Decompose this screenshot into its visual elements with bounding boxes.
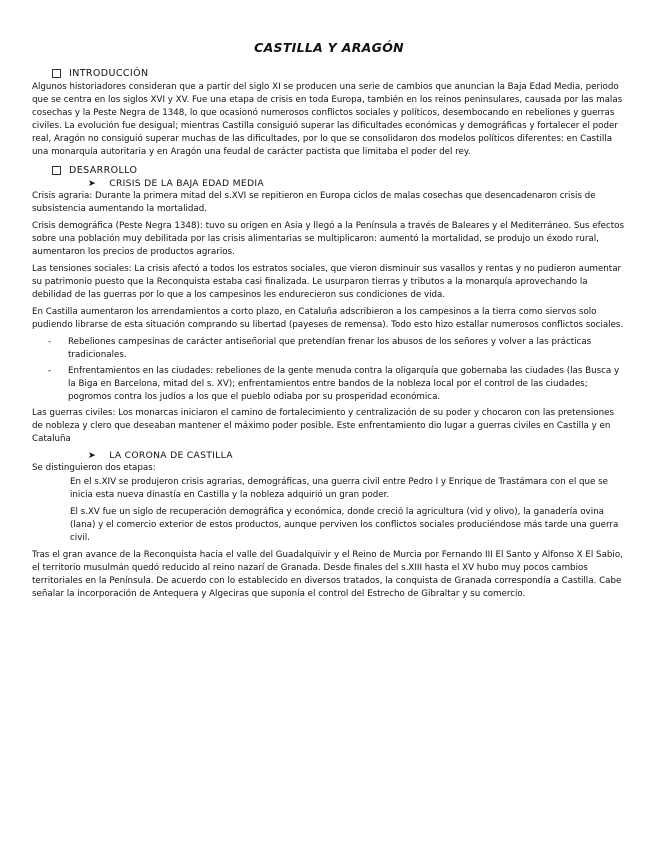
intro-paragraph: Algunos historiadores consideran que a partir del siglo XI se producen una serie de cambios que anuncian la Baja Edad Media, periodo que se centra en los siglos XVI y XV. Fue una etapa de crisis en toda Europa, también en los reinos peninsulares, causada por las malas cosechas y la Peste Negra de 1348, lo que ocasionó numerosos conflictos sociales y políticos, desembocando en rebeliones y guerras civiles. La evolución fue desigual; mientras Castilla consiguió superar las dificultades económicas y demográficas y fortalecer el poder real, Aragón no consiguió superar muchas de las dificultades, por lo que se consolidaron dos modelos políticos diferentes: en Castilla una monarquía autoritaria y en Aragón una feudal de carácter pactista que limitaba el poder del rey.: [32, 82, 623, 157]
paragraph-castilla-arrendamientos: En Castilla aumentaron los arrendamientos a corto plazo, en Cataluña adscribieron a los campesinos a la tierra como siervos solo pudiendo librarse de esta situación comprando su libertad (payeses de remensa). Todo esto hizo estallar numerosos conflictos sociales.: [32, 307, 624, 330]
subheading-corona-castilla: [88, 450, 626, 461]
document-page: [32, 40, 626, 605]
dash-bullet-icon: -: [48, 366, 52, 376]
paragraph-guerras-civiles: Las guerras civiles: Los monarcas iniciaron el camino de fortalecimiento y centralización de su poder y chocaron con las pretensiones de nobleza y clero que deseaban mantener el máximo poder posible. Este enfrentamiento dio lugar a guerras civiles en Castilla y en Cataluña: [32, 408, 614, 444]
section-heading-label: DESARROLLO: [69, 165, 138, 176]
dash-bullet-icon: -: [48, 337, 52, 347]
arrowhead-icon: ➤: [88, 450, 96, 461]
checkbox-icon: [52, 166, 61, 175]
subheading-label: CRISIS DE LA BAJA EDAD MEDIA: [109, 178, 264, 189]
subheading-crisis: [88, 178, 626, 189]
document-title: CASTILLA Y ARAGÓN: [254, 40, 404, 55]
paragraph-etapa-1: En el s.XIV se produjeron crisis agrarias, demográficas, una guerra civil entre Pedro I y Enrique de Trastámara con el que se inicia esta nueva dinastía en Castilla y la nobleza adquirió un gran poder.: [70, 477, 609, 500]
paragraph-etapas-intro: Se distinguieron dos etapas:: [32, 463, 156, 473]
list-item-text: Enfrentamientos en las ciudades: rebeliones de la gente menuda contra la oligarquía que gobernaba las ciudades (las Busca y la Biga en Barcelona, mitad del s. XV); enfrentamientos entre bandos de la nobleza local por el control de las ciudades; pogromos contra los judíos a los que el pueblo odiaba por su prosperidad económica.: [68, 366, 620, 402]
checkbox-icon: [52, 69, 61, 78]
arrowhead-icon: ➤: [88, 178, 96, 189]
paragraph-crisis-agraria: Crisis agraria: Durante la primera mitad del s.XVI se repitieron en Europa ciclos de malas cosechas que desencadenaron crisis de subsistencia aumentando la mortalidad.: [32, 191, 596, 214]
section-heading-desarrollo: [52, 165, 626, 176]
conflicts-list: [32, 336, 626, 404]
paragraph-reconquista: Tras el gran avance de la Reconquista hacia el valle del Guadalquivir y el Reino de Murcia por Fernando III El Santo y Alfonso X El Sabio, el territorio musulmán quedó reducido al reino nazarí de Granada. Desde finales del s.XIII hasta el XV hubo muy pocos cambios territoriales en la Península. De acuerdo con lo establecido en diversos tratados, la conquista de Granada correspondía a Castilla. Cabe señalar la incorporación de Antequera y Algeciras que suponía el control del Estrecho de Gibraltar y su comercio.: [32, 550, 623, 599]
paragraph-tensiones-sociales: Las tensiones sociales: La crisis afectó a todos los estratos sociales, que vieron disminuir sus vasallos y rentas y no pudieron aumentar su patrimonio puesto que la Reconquista estaba casi finalizada. Le usurparon tierras y tributos a la monarquía aprovechando la debilidad de las guerras por lo que a los campesinos les endurecieron sus condiciones de vida.: [32, 264, 622, 300]
subheading-label: LA CORONA DE CASTILLA: [109, 450, 233, 461]
list-item: [32, 365, 626, 404]
paragraph-etapa-2: El s.XV fue un siglo de recuperación demográfica y económica, donde creció la agricultura (vid y olivo), la ganadería ovina (lana) y el comercio exterior de estos productos, aunque perviven los conflictos sociales produciéndose más tarde una guerra civil.: [70, 507, 619, 543]
section-heading-introduccion: [52, 68, 626, 79]
list-item: [32, 336, 626, 362]
list-item-text: Rebeliones campesinas de carácter antiseñorial que pretendían frenar los abusos de los señores y volver a las prácticas tradicionales.: [68, 337, 592, 360]
section-heading-label: INTRODUCCIÓN: [69, 68, 149, 79]
paragraph-crisis-demografica: Crisis demográfica (Peste Negra 1348): tuvo su origen en Asia y llegó a la Península a través de Baleares y el Mediterráneo. Sus efectos sobre una población muy debilitada por las crisis alimentarias se multiplicaron: aumentó la mortalidad, se produjo un éxodo rural, aumentaron los precios de productos agrarios.: [32, 221, 625, 257]
